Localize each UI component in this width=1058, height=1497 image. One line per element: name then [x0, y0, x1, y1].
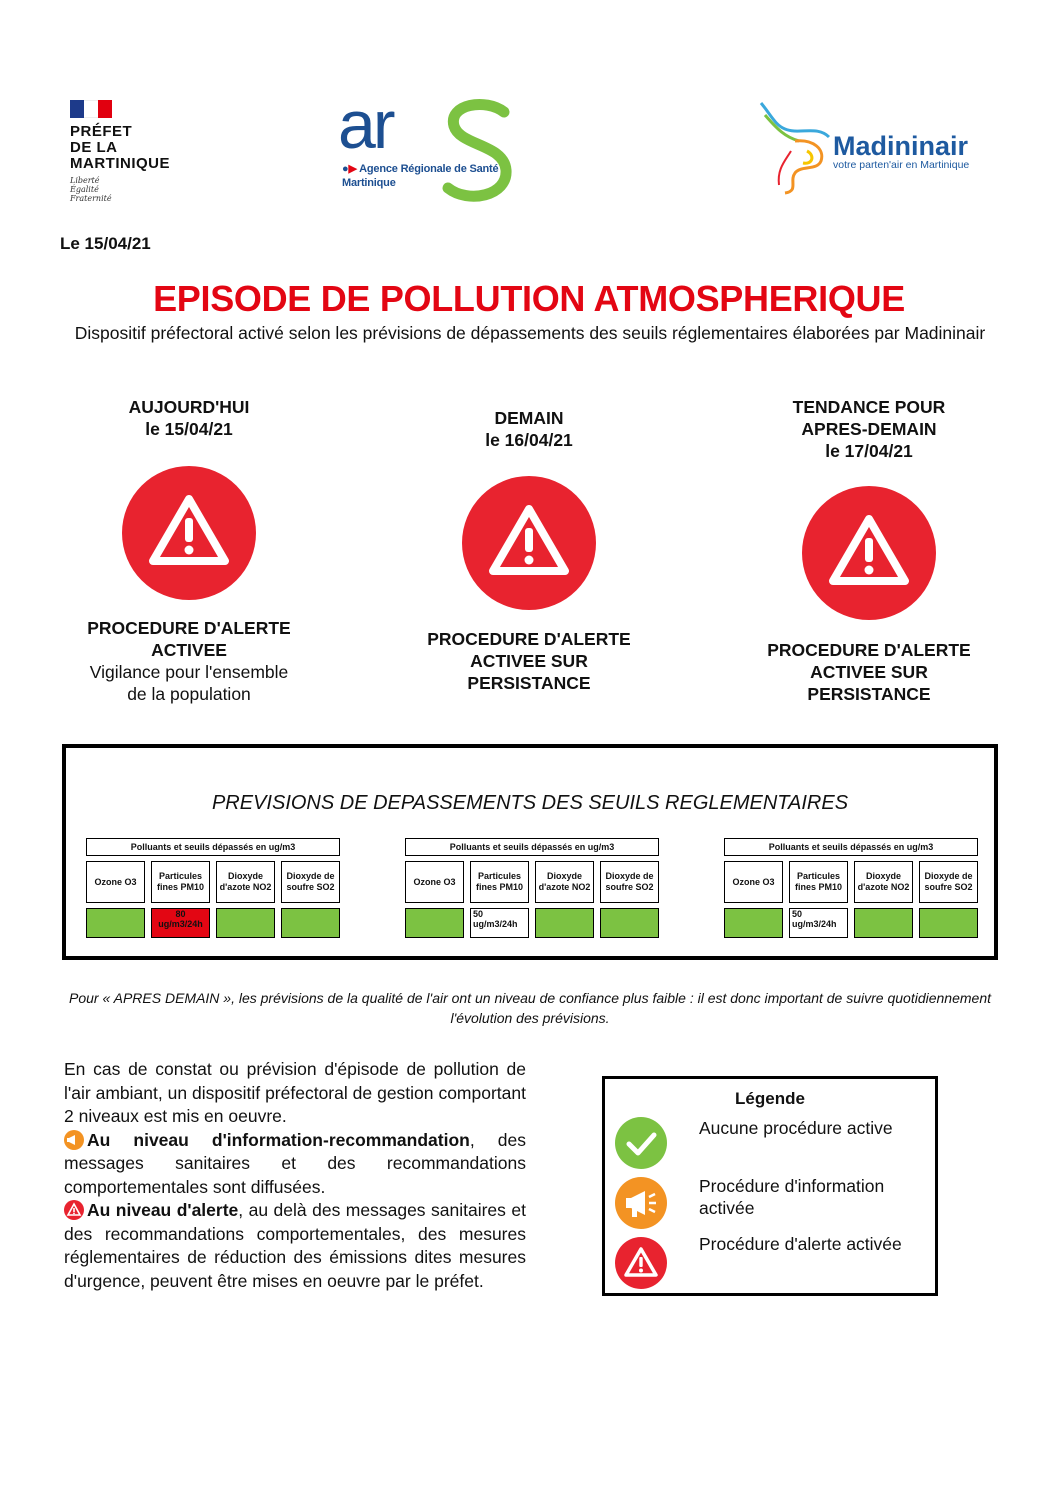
column-so2: Dioxyde de soufre SO2 [600, 861, 659, 903]
column-pm10: Particules fines PM10 [151, 861, 210, 903]
day-heading: DEMAIN le 16/04/21 [485, 408, 573, 450]
day-tomorrow-status [389, 628, 669, 694]
value-no2 [535, 908, 594, 938]
table-header: Polluants et seuils dépassés en ug/m3 [86, 838, 340, 856]
procedure-detail: Vigilance pour l'ensemble de la population [89, 662, 289, 704]
table-values [86, 908, 340, 938]
legend-item-alert: Procédure d'alerte activée [699, 1234, 902, 1254]
madininair-tagline: votre parten'air en Martinique [833, 159, 970, 171]
forecast-box [62, 744, 998, 960]
table-columns [86, 861, 340, 903]
level-information-label: Au niveau d'information-recommandation [87, 1129, 470, 1150]
table-columns [405, 861, 659, 903]
value-pm10: 50 ug/m3/24h [470, 908, 529, 938]
alert-icon [122, 466, 256, 600]
page-title: EPISODE DE POLLUTION ATMOSPHERIQUE [153, 278, 905, 319]
forecast-title: PREVISIONS DE DEPASSEMENTS DES SEUILS REGLEMENTAIRES [211, 792, 849, 814]
forecast-table-tomorrow [405, 838, 659, 938]
confidence-note: Pour « APRES DEMAIN », les prévisions de la qualité de l'air ont un niveau de confiance plus faible : il est donc important de suivre quotidiennement l'évolution des prévisions. [68, 990, 991, 1026]
megaphone-icon [615, 1177, 667, 1229]
madininair-logo [755, 95, 995, 200]
prefet-motto: Liberté Égalité Fraternité [70, 176, 112, 203]
level-information-text: , des messages sanitaires et des recommandations comportementales sont diffusées. [64, 1129, 526, 1197]
column-no2: Dioxyde d'azote NO2 [535, 861, 594, 903]
column-no2: Dioxyde d'azote NO2 [216, 861, 275, 903]
document-date: Le 15/04/21 [60, 234, 151, 253]
column-ozone: Ozone O3 [724, 861, 783, 903]
value-pm10: 80 ug/m3/24h [151, 908, 210, 938]
value-no2 [216, 908, 275, 938]
procedure-status: PROCEDURE D'ALERTE ACTIVEE SUR PERSISTANCE [427, 629, 631, 693]
procedure-explanation [64, 1058, 526, 1293]
table-values [724, 908, 978, 938]
column-no2: Dioxyde d'azote NO2 [854, 861, 913, 903]
legend-title: Légende [735, 1089, 805, 1108]
value-pm10: 50 ug/m3/24h [789, 908, 848, 938]
value-ozone [405, 908, 464, 938]
value-ozone [724, 908, 783, 938]
value-no2 [854, 908, 913, 938]
table-values [405, 908, 659, 938]
svg-text:ar: ar [338, 96, 393, 163]
madininair-name: Madininair [833, 131, 969, 161]
day-tomorrow [389, 407, 669, 451]
value-ozone [86, 908, 145, 938]
day-today [49, 396, 329, 440]
table-header: Polluants et seuils dépassés en ug/m3 [724, 838, 978, 856]
alert-icon [615, 1237, 667, 1289]
column-ozone: Ozone O3 [405, 861, 464, 903]
column-ozone: Ozone O3 [86, 861, 145, 903]
table-columns [724, 861, 978, 903]
column-pm10: Particules fines PM10 [470, 861, 529, 903]
day-heading: AUJOURD'HUI le 15/04/21 [128, 397, 250, 439]
alert-icon [462, 476, 596, 610]
madininair-bird-icon [755, 95, 835, 200]
prefet-name: PRÉFET DE LA MARTINIQUE [70, 123, 170, 172]
procedure-status: PROCEDURE D'ALERTE ACTIVEE [87, 618, 291, 660]
forecast-table-today [86, 838, 340, 938]
day-after-tomorrow [729, 396, 1009, 462]
forecast-table-after-tomorrow [724, 838, 978, 938]
value-so2 [281, 908, 340, 938]
megaphone-icon [64, 1130, 84, 1150]
table-header: Polluants et seuils dépassés en ug/m3 [405, 838, 659, 856]
ars-subtitle: ●▶ Agence Régionale de Santé Martinique [342, 163, 499, 189]
level-alert-text: , au delà des messages sanitaires et des recommandations comportementales, des mesures réglementaires de réduction des émissions dites mesures d'urgence, peuvent être mises en oeuvre par le préfet. [64, 1200, 526, 1291]
french-flag-icon [70, 100, 112, 118]
legend-item-none: Aucune procédure active [699, 1118, 893, 1138]
legend-box [602, 1076, 938, 1296]
alert-icon [64, 1200, 84, 1220]
day-after-tomorrow-status [729, 639, 1009, 705]
page-subtitle: Dispositif préfectoral activé selon les prévisions de dépassements des seuils réglementaires élaborées par Madininair [74, 323, 986, 343]
procedure-status: PROCEDURE D'ALERTE ACTIVEE SUR PERSISTANCE [767, 640, 971, 704]
explanation-intro: En cas de constat ou prévision d'épisode de pollution de l'air ambiant, un dispositif préfectoral de gestion comportant 2 niveaux est mis en oeuvre. [64, 1059, 526, 1126]
prefet-logo [70, 100, 210, 203]
ars-logo [336, 96, 526, 206]
value-so2 [600, 908, 659, 938]
day-today-status [49, 617, 329, 705]
column-so2: Dioxyde de soufre SO2 [919, 861, 978, 903]
column-so2: Dioxyde de soufre SO2 [281, 861, 340, 903]
value-so2 [919, 908, 978, 938]
day-heading: TENDANCE POUR APRES-DEMAIN le 17/04/21 [792, 397, 946, 461]
column-pm10: Particules fines PM10 [789, 861, 848, 903]
level-alert-label: Au niveau d'alerte [87, 1200, 239, 1220]
alert-icon [802, 486, 936, 620]
check-icon [615, 1117, 667, 1169]
legend-item-information: Procédure d'information activée [699, 1176, 885, 1218]
